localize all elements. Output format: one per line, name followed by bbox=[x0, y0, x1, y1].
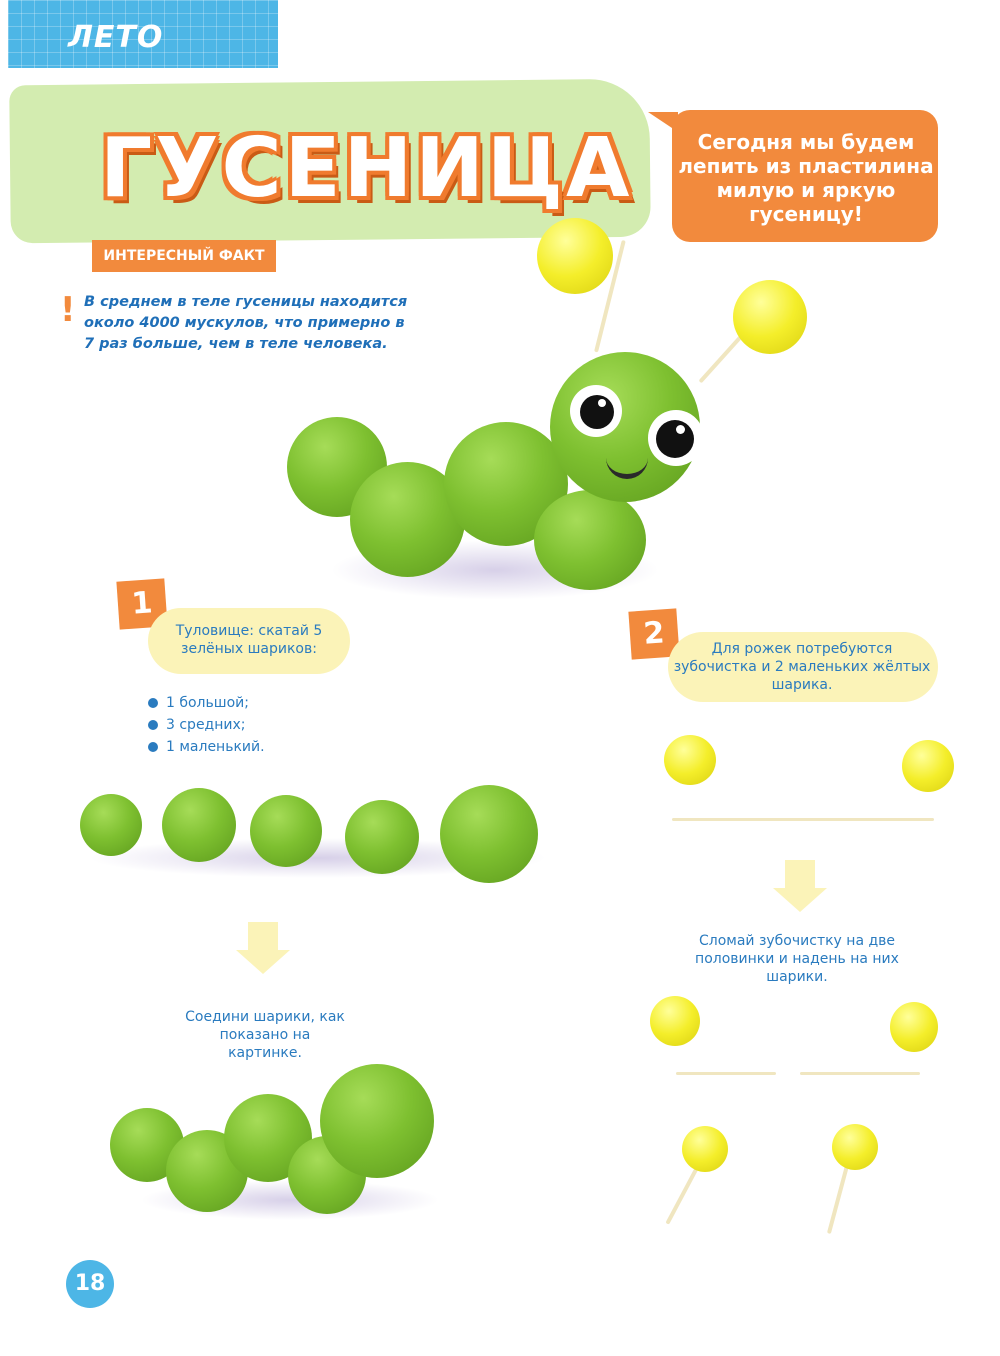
toothpick-half bbox=[827, 1161, 850, 1234]
toothpick-half bbox=[676, 1072, 776, 1075]
page-title: ГУСЕНИЦА bbox=[100, 121, 633, 216]
green-ball-medium bbox=[162, 788, 236, 862]
page-number: 18 bbox=[66, 1260, 114, 1308]
step-1-instruction: Туловище: скатай 5 зелёных шариков: bbox=[175, 623, 323, 657]
break-text: Сломай зубочистку на две половинки и надень на них шарики. bbox=[695, 933, 899, 985]
step-2-badge: 2 bbox=[628, 608, 679, 659]
yellow-ball bbox=[902, 740, 954, 792]
season-label: ЛЕТО bbox=[68, 20, 164, 55]
green-ball-medium bbox=[345, 800, 419, 874]
yellow-ball bbox=[664, 735, 716, 785]
step-2-instruction: Для рожек потребуются зубочистка и 2 маленьких жёлтых шарика. bbox=[673, 641, 931, 693]
yellow-ball bbox=[682, 1126, 728, 1172]
caterpillar-ball bbox=[534, 490, 646, 590]
yellow-ball bbox=[650, 996, 700, 1046]
green-ball-small bbox=[80, 794, 142, 856]
toothpick bbox=[672, 818, 934, 821]
list-item: 1 маленький. bbox=[148, 736, 265, 758]
green-ball-large bbox=[320, 1064, 434, 1178]
list-item: 3 средних; bbox=[148, 714, 265, 736]
fact-badge: ИНТЕРЕСНЫЙ ФАКТ bbox=[92, 240, 276, 272]
step-1-badge: 1 bbox=[116, 578, 167, 629]
eye-right bbox=[648, 410, 704, 466]
toothpick-half bbox=[800, 1072, 920, 1075]
exclamation-icon: ! bbox=[60, 290, 76, 330]
list-item: 1 большой; bbox=[148, 692, 265, 714]
yellow-ball bbox=[832, 1124, 878, 1170]
yellow-ball bbox=[890, 1002, 938, 1052]
green-ball-medium bbox=[250, 795, 322, 867]
antenna-ball-right bbox=[733, 280, 807, 354]
eye-left bbox=[570, 385, 622, 437]
green-ball-large bbox=[440, 785, 538, 883]
ball-list bbox=[148, 692, 265, 758]
fact-text: В среднем в теле гусеницы находится около 4000 мускулов, что примерно в 7 раз больше, чем в теле человека. bbox=[84, 294, 408, 352]
intro-text: Сегодня мы будем лепить из пластилина милую и яркую гусеницу! bbox=[678, 130, 934, 226]
antenna-ball-left bbox=[537, 218, 613, 294]
connect-text: Соедини шарики, как показано на картинке. bbox=[185, 1009, 345, 1061]
